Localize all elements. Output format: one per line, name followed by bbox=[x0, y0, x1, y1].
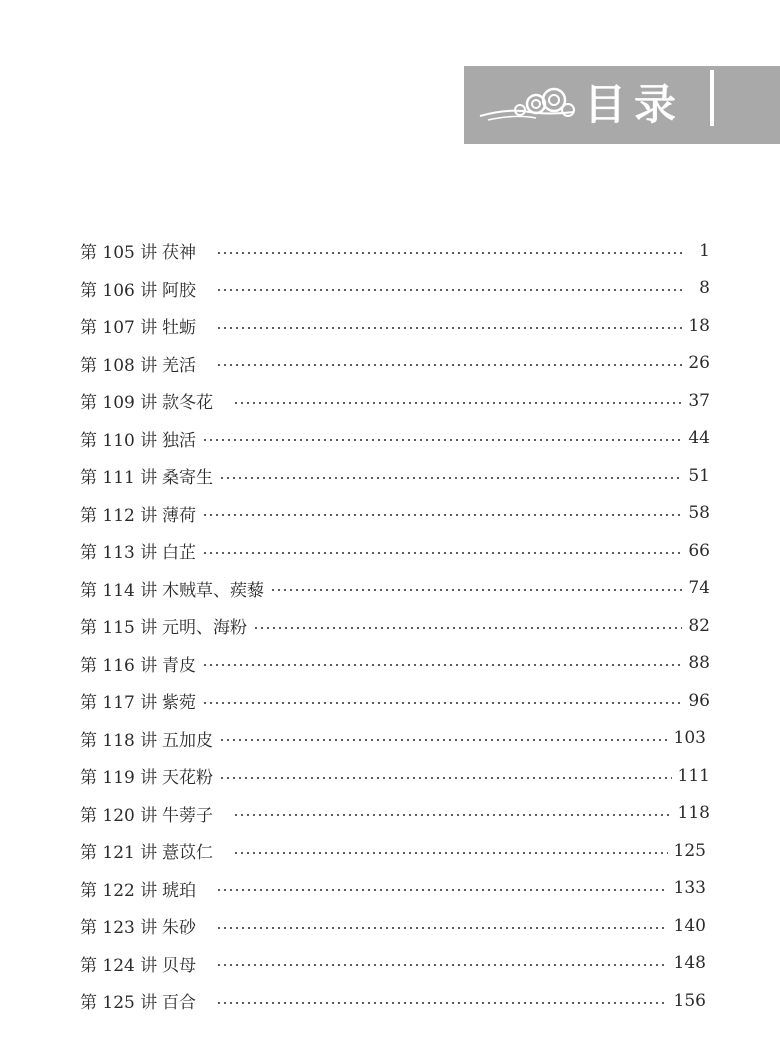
page-number: 156 bbox=[673, 990, 706, 1011]
toc-entry[interactable] bbox=[80, 495, 710, 533]
toc-entry[interactable] bbox=[80, 570, 710, 608]
entry-title: 牛蒡子 bbox=[162, 805, 213, 826]
dot-leader bbox=[216, 1002, 668, 1004]
dot-leader bbox=[216, 327, 682, 329]
toc-entry[interactable] bbox=[80, 757, 710, 795]
lecture-number: 第 120 讲 bbox=[80, 805, 158, 826]
lecture-number: 第 111 讲 bbox=[80, 468, 158, 489]
entry-title: 羌活 bbox=[162, 355, 196, 376]
page-number: 82 bbox=[688, 615, 710, 636]
page-number: 118 bbox=[677, 803, 710, 824]
lecture-number: 第 109 讲 bbox=[80, 393, 158, 414]
toc-entry[interactable] bbox=[80, 645, 710, 683]
page-number: 140 bbox=[673, 915, 706, 936]
entry-title: 天花粉 bbox=[162, 768, 213, 789]
cloud-ornament-icon bbox=[478, 82, 578, 128]
page-number: 51 bbox=[688, 465, 710, 486]
dot-leader bbox=[233, 814, 672, 816]
toc-header-band bbox=[464, 66, 780, 144]
page-number: 96 bbox=[688, 690, 710, 711]
dot-leader bbox=[202, 514, 682, 516]
dot-leader bbox=[270, 589, 682, 591]
page-number: 37 bbox=[688, 390, 710, 411]
entry-title: 阿胶 bbox=[162, 280, 196, 301]
entry-title: 紫菀 bbox=[162, 693, 196, 714]
lecture-number: 第 117 讲 bbox=[80, 693, 158, 714]
page-number: 133 bbox=[673, 878, 706, 899]
dot-leader bbox=[216, 964, 668, 966]
entry-title: 桑寄生 bbox=[162, 468, 213, 489]
entry-title: 琥珀 bbox=[162, 880, 196, 901]
toc-entry[interactable] bbox=[80, 232, 710, 270]
page-number: 148 bbox=[673, 953, 706, 974]
lecture-number: 第 113 讲 bbox=[80, 543, 158, 564]
dot-leader bbox=[219, 477, 682, 479]
page-number: 111 bbox=[677, 765, 710, 786]
lecture-number: 第 123 讲 bbox=[80, 918, 158, 939]
toc-entry[interactable] bbox=[80, 382, 710, 420]
lecture-number: 第 118 讲 bbox=[80, 730, 158, 751]
page-number: 103 bbox=[673, 728, 706, 749]
dot-leader bbox=[219, 777, 672, 779]
page-number: 26 bbox=[688, 353, 710, 374]
lecture-number: 第 116 讲 bbox=[80, 655, 158, 676]
entry-title: 茯神 bbox=[162, 243, 196, 264]
lecture-number: 第 122 讲 bbox=[80, 880, 158, 901]
dot-leader bbox=[216, 889, 668, 891]
toc-entry[interactable] bbox=[80, 795, 710, 833]
entry-title: 木贼草、蒺藜 bbox=[162, 580, 264, 601]
entry-title: 贝母 bbox=[162, 955, 196, 976]
dot-leader bbox=[233, 852, 668, 854]
lecture-number: 第 125 讲 bbox=[80, 993, 158, 1014]
page-number: 66 bbox=[688, 540, 710, 561]
toc-entry[interactable] bbox=[80, 682, 710, 720]
entry-title: 独活 bbox=[162, 430, 196, 451]
toc-entry[interactable] bbox=[80, 832, 710, 870]
entry-title: 元明、海粉 bbox=[162, 618, 247, 639]
lecture-number: 第 114 讲 bbox=[80, 580, 158, 601]
lecture-number: 第 124 讲 bbox=[80, 955, 158, 976]
page-title: 目录 bbox=[584, 80, 685, 129]
toc-entry[interactable] bbox=[80, 270, 710, 308]
entry-title: 薄荷 bbox=[162, 505, 196, 526]
toc-entry[interactable] bbox=[80, 457, 710, 495]
dot-leader bbox=[253, 627, 682, 629]
entry-title: 薏苡仁 bbox=[162, 843, 213, 864]
dot-leader bbox=[219, 739, 668, 741]
toc-entry[interactable] bbox=[80, 532, 710, 570]
lecture-number: 第 106 讲 bbox=[80, 280, 158, 301]
dot-leader bbox=[202, 702, 682, 704]
toc-entry[interactable] bbox=[80, 420, 710, 458]
lecture-number: 第 119 讲 bbox=[80, 768, 158, 789]
entry-title: 牡蛎 bbox=[162, 318, 196, 339]
toc-entry[interactable] bbox=[80, 945, 710, 983]
dot-leader bbox=[202, 552, 682, 554]
dot-leader bbox=[216, 927, 668, 929]
page-number: 74 bbox=[688, 578, 710, 599]
lecture-number: 第 108 讲 bbox=[80, 355, 158, 376]
lecture-number: 第 121 讲 bbox=[80, 843, 158, 864]
lecture-number: 第 112 讲 bbox=[80, 505, 158, 526]
page-number: 125 bbox=[673, 840, 706, 861]
title-divider-bar bbox=[710, 70, 714, 126]
page-number: 58 bbox=[688, 503, 710, 524]
entry-title: 白芷 bbox=[162, 543, 196, 564]
toc-entry[interactable] bbox=[80, 720, 710, 758]
page-number: 44 bbox=[688, 428, 710, 449]
lecture-number: 第 107 讲 bbox=[80, 318, 158, 339]
dot-leader bbox=[202, 664, 682, 666]
lecture-number: 第 110 讲 bbox=[80, 430, 158, 451]
page-number: 88 bbox=[688, 653, 710, 674]
page-number: 8 bbox=[699, 278, 710, 299]
toc-entry[interactable] bbox=[80, 982, 710, 1020]
entry-title: 五加皮 bbox=[162, 730, 213, 751]
dot-leader bbox=[202, 439, 682, 441]
dot-leader bbox=[216, 252, 682, 254]
entry-title: 款冬花 bbox=[162, 393, 213, 414]
toc-entry[interactable] bbox=[80, 907, 710, 945]
table-of-contents bbox=[80, 232, 710, 1020]
lecture-number: 第 105 讲 bbox=[80, 243, 158, 264]
page-number: 1 bbox=[699, 240, 710, 261]
toc-entry[interactable] bbox=[80, 607, 710, 645]
toc-entry[interactable] bbox=[80, 307, 710, 345]
toc-entry[interactable] bbox=[80, 870, 710, 908]
page-number: 18 bbox=[688, 315, 710, 336]
entry-title: 青皮 bbox=[162, 655, 196, 676]
dot-leader bbox=[216, 364, 682, 366]
entry-title: 朱砂 bbox=[162, 918, 196, 939]
entry-title: 百合 bbox=[162, 993, 196, 1014]
lecture-number: 第 115 讲 bbox=[80, 618, 158, 639]
toc-entry[interactable] bbox=[80, 345, 710, 383]
dot-leader bbox=[233, 402, 682, 404]
dot-leader bbox=[216, 289, 682, 291]
